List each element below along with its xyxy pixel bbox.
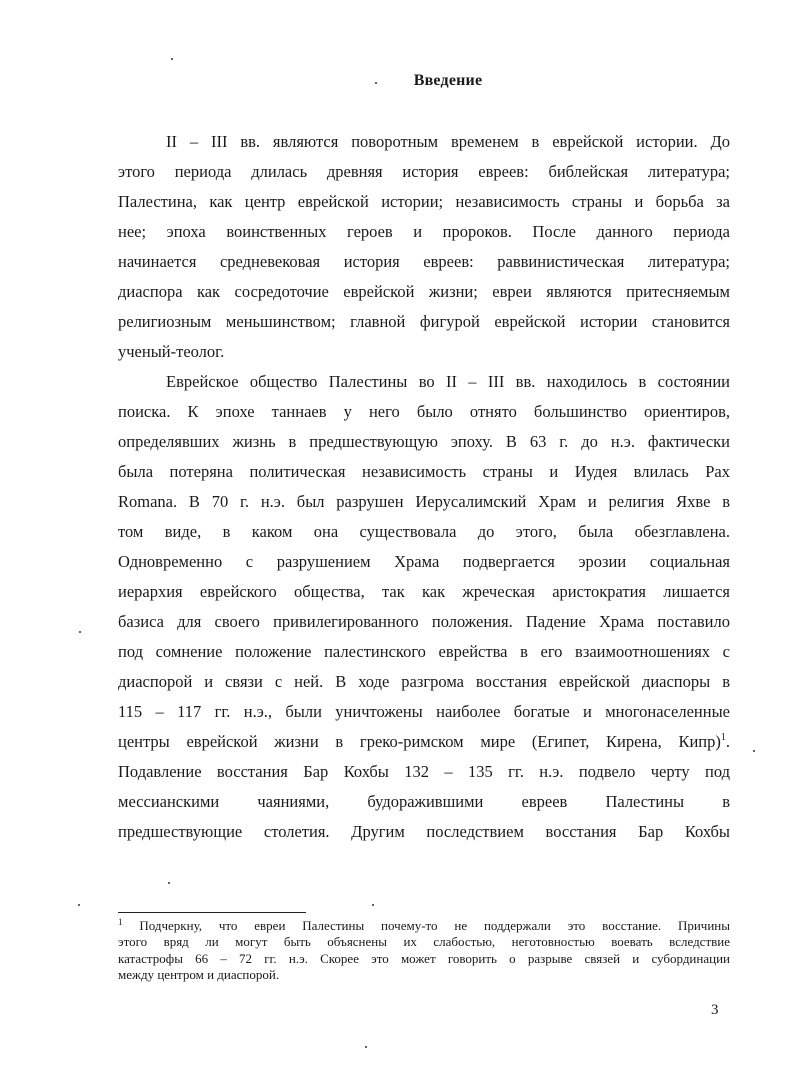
- footnote-marker: 1: [118, 917, 123, 927]
- page-title: Введение: [413, 72, 483, 89]
- body-text: [118, 127, 730, 847]
- text-line-with-footnote: [118, 727, 730, 757]
- text-line: нее; эпоха воинственных героев и пророков. После данного периода: [118, 222, 730, 241]
- text-line: мессианскими чаяниями, будоражившими евреев Палестины в: [118, 792, 730, 811]
- text-line: Еврейское общество Палестины во II – III вв. находилось в состоянии: [166, 372, 730, 391]
- text-line: иерархия еврейского общества, так как жреческая аристократия лишается: [118, 582, 730, 601]
- scan-speck: [372, 904, 374, 906]
- text-line: II – III вв. являются поворотным временем в еврейской истории. До: [166, 132, 730, 151]
- footnote-line: между центром и диаспорой.: [118, 967, 280, 983]
- footnote: [118, 918, 730, 984]
- text-line: базиса для своего привилегированного положения. Падение Храма поставило: [118, 612, 730, 631]
- paragraph-1: [118, 127, 730, 367]
- scan-speck: [168, 882, 170, 884]
- text-line: Romana. В 70 г. н.э. был разрушен Иерусалимский Храм и религия Яхве в: [118, 492, 730, 511]
- text-line: определявших жизнь в предшествующую эпоху. В 63 г. до н.э. фактически: [118, 432, 730, 451]
- footnote-text: Подчеркну, что евреи Палестины почему-то не поддержали это восстание. Причины: [139, 918, 730, 933]
- text-line: ученый-теолог.: [118, 342, 225, 361]
- footnote-reference[interactable]: 1: [720, 732, 726, 743]
- text-line: начинается средневековая история евреев: раввинистическая литература;: [118, 252, 730, 271]
- footnote-separator: [118, 912, 306, 913]
- scan-speck: [79, 631, 81, 633]
- text-line: диаспорой и связи с ней. В ходе разгрома восстания еврейской диаспоры в: [118, 672, 730, 691]
- text-fragment: .: [725, 732, 730, 751]
- text-line: диаспора как сосредоточие еврейской жизни; евреи являются притесняемым: [118, 282, 730, 301]
- text-line: Одновременно с разрушением Храма подвергается эрозии социальная: [118, 552, 730, 571]
- text-line: том виде, в каком она существовала до этого, была обезглавлена.: [118, 522, 730, 541]
- text-line: Подавление восстания Бар Кохбы 132 – 135 гг. н.э. подвело черту под: [118, 762, 730, 781]
- footnote-line: [118, 918, 730, 934]
- page-number: 3: [711, 1002, 719, 1018]
- text-line: под сомнение положение палестинского еврейства в его взаимоотношениях с: [118, 642, 730, 661]
- scan-speck: [78, 904, 80, 906]
- paragraph-2: [118, 367, 730, 847]
- footnote-line: этого вряд ли могут быть объяснены их слабостью, неготовностью воевать вследствие: [118, 934, 730, 950]
- text-line: религиозным меньшинством; главной фигурой еврейской истории становится: [118, 312, 730, 331]
- text-line: Палестина, как центр еврейской истории; независимость страны и борьба за: [118, 192, 730, 211]
- scan-speck: [171, 58, 173, 60]
- text-line: 115 – 117 гг. н.э., были уничтожены наиболее богатые и многонаселенные: [118, 702, 730, 721]
- scan-speck: [365, 1046, 367, 1048]
- text-line: этого периода длилась древняя история евреев: библейская литература;: [118, 162, 730, 181]
- text-fragment: центры еврейской жизни в греко-римском мире (Египет, Кирена, Кипр): [118, 732, 721, 751]
- scan-speck: [375, 82, 377, 84]
- text-line: предшествующие столетия. Другим последствием восстания Бар Кохбы: [118, 822, 730, 841]
- text-line: поиска. К эпохе таннаев у него было отнято большинство ориентиров,: [118, 402, 730, 421]
- text-line: была потеряна политическая независимость страны и Иудея влилась Pax: [118, 462, 730, 481]
- footnote-line: катастрофы 66 – 72 гг. н.э. Скорее это может говорить о разрыве связей и субординации: [118, 950, 730, 966]
- scan-speck: [753, 750, 755, 752]
